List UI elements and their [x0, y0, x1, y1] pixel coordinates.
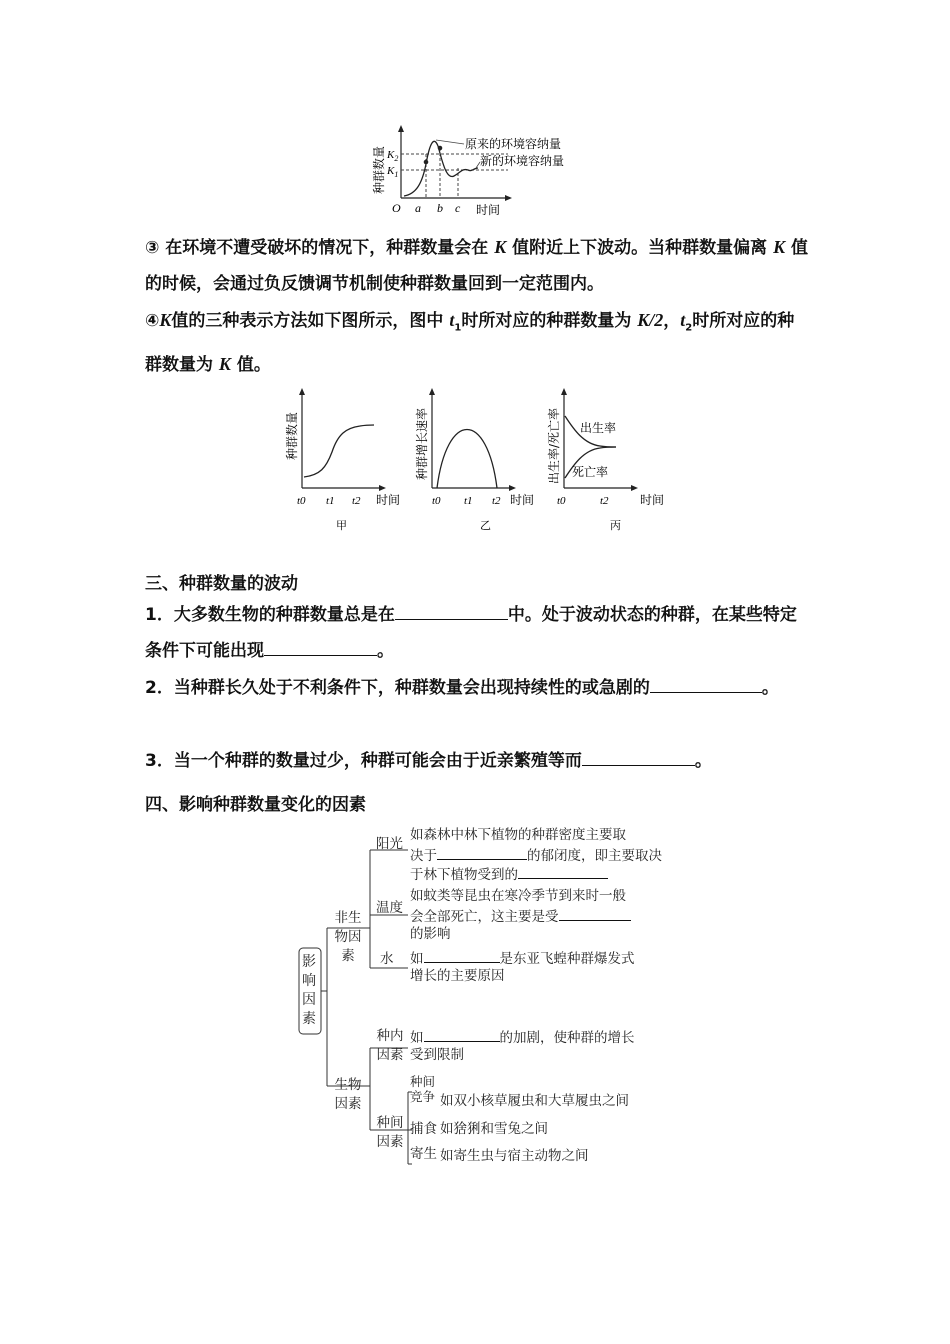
para3-text-a: ③ 在环境不遭受破坏的情况下，种群数量会在 — [145, 238, 495, 258]
sun-text-2 — [410, 845, 662, 866]
para4-k3: K — [218, 354, 231, 375]
abiotic-label: 非生物因素 — [334, 910, 362, 964]
q1-text-b: 中。处于波动状态的种群，在某些特定条件下可能出现 — [145, 605, 797, 661]
q2-text-a: 2．当种群长久处于不利条件下，种群数量会出现持续性的或急剧的 — [145, 678, 650, 698]
para4-text-e: 值。 — [230, 355, 271, 376]
yi-y-label: 种群增长速率 — [415, 407, 429, 480]
q3-text-b: 。 — [694, 751, 712, 771]
para4-sub1: 1 — [454, 322, 462, 334]
figure-carrying-capacity — [368, 124, 598, 220]
bing-x-arrow — [631, 485, 638, 491]
sun-text-2a: 决于 — [410, 848, 437, 864]
temp-text-2a: 会全部死亡，这主要是受 — [410, 909, 559, 925]
y-axis-label: 种群数量 — [372, 145, 386, 194]
graph-jia — [284, 388, 400, 532]
temp-text-1: 如蚊类等昆虫在寒冷季节到来时一般 — [410, 888, 626, 904]
yi-bell-curve — [437, 430, 497, 489]
bing-y-label: 出生率/死亡率 — [547, 407, 561, 484]
q2-text-b: 。 — [761, 678, 779, 698]
q1-text-a: 1．大多数生物的种群数量总是在 — [145, 605, 395, 625]
para4-k: K — [159, 310, 172, 330]
bing-tick-t2: t2 — [600, 495, 609, 507]
question-1 — [145, 597, 810, 669]
para4-text-b: 时所对应的种群数量为 — [461, 311, 638, 331]
para4-t1: t — [449, 310, 455, 330]
q1-blank-2[interactable] — [264, 637, 377, 656]
pred-label: 捕食 — [410, 1121, 437, 1137]
yi-y-arrow — [429, 388, 435, 395]
para4-text-c: ， — [663, 311, 681, 331]
sun-text-3 — [410, 864, 608, 885]
temp-text-2 — [410, 906, 631, 927]
sun-label: 阳光 — [376, 836, 403, 852]
jia-x-arrow — [379, 485, 386, 491]
jia-x-label: 时间 — [376, 493, 401, 507]
bing-y-arrow — [561, 388, 567, 395]
water-text-1b: 是东亚飞蝗种群爆发式 — [499, 951, 635, 967]
para4-text-a: 值的三种表示方法如下图所示，图中 — [171, 311, 450, 331]
sun-blank-1[interactable] — [437, 845, 527, 860]
bing-tick-t0: t0 — [557, 495, 566, 507]
bing-x-label: 时间 — [640, 493, 665, 507]
legend-old: 原来的环境容纳量 — [465, 137, 562, 151]
k2-label: $K_2$ — [387, 149, 399, 163]
para3-text-b: 值附近上下波动。当种群数量偏离 — [506, 238, 774, 258]
jia-s-curve — [304, 425, 374, 477]
question-2 — [145, 670, 810, 706]
sun-text-2b: 的郁闭度，即主要取决 — [527, 848, 662, 864]
origin-label: O — [392, 201, 401, 215]
jia-y-arrow — [299, 388, 305, 395]
comp-label: 种间竞争 — [410, 1074, 436, 1104]
q2-blank[interactable] — [650, 674, 746, 693]
q1-blank-1[interactable] — [395, 601, 508, 620]
tick-b: b — [437, 201, 443, 215]
graph-yi — [414, 388, 534, 532]
bing-birth-label: 出生率 — [580, 421, 617, 435]
para4-t2: t — [680, 310, 686, 330]
sun-text-1: 如森林中林下植物的种群密度主要取 — [410, 827, 626, 843]
point-a — [424, 160, 429, 165]
jia-caption: 甲 — [336, 519, 347, 532]
temp-blank[interactable] — [559, 906, 631, 921]
para-label: 寄生 — [410, 1146, 437, 1162]
root-label: 影响因素 — [302, 954, 316, 1027]
tick-a: a — [415, 201, 421, 215]
water-text-1a: 如 — [410, 951, 424, 967]
legend-new: 新的环境容纳量 — [480, 154, 565, 168]
q3-text-a: 3．当一个种群的数量过少，种群可能会由于近亲繁殖等而 — [145, 751, 582, 771]
water-text-1 — [410, 948, 635, 969]
bing-caption: 丙 — [610, 519, 621, 532]
para-text: 如寄生虫与宿主动物之间 — [440, 1148, 589, 1164]
intra-text-1a: 如 — [410, 1030, 424, 1046]
paragraph-3 — [145, 229, 810, 302]
k1-label: $K_1$ — [387, 165, 399, 179]
y-axis-arrow — [398, 125, 404, 132]
para3-k2: K — [773, 237, 786, 257]
q1-text-c: 。 — [377, 641, 394, 661]
comp-text: 如双小核草履虫和大草履虫之间 — [440, 1093, 629, 1109]
para3-text-c: 值的时候，会通过负反馈调节机制使种群数量回到一定范围内。 — [145, 238, 809, 294]
figure-k-representations — [282, 380, 674, 536]
water-blank[interactable] — [424, 948, 500, 963]
para3-k: K — [494, 237, 507, 257]
sun-text-3a: 于林下植物受到的 — [410, 867, 518, 883]
temp-label: 温度 — [376, 900, 403, 916]
yi-x-arrow — [509, 485, 516, 491]
yi-tick-t0: t0 — [432, 495, 441, 507]
x-axis-label: 时间 — [476, 203, 501, 217]
yi-tick-t1: t1 — [464, 495, 473, 507]
temp-text-3: 的影响 — [410, 926, 451, 942]
jia-tick-t0: t0 — [297, 495, 306, 507]
legend-old-leader — [436, 140, 464, 144]
water-text-2: 增长的主要原因 — [410, 968, 505, 984]
intra-label: 种内因素 — [376, 1028, 404, 1063]
yi-caption: 乙 — [480, 519, 491, 532]
biotic-label: 生物因素 — [334, 1077, 362, 1112]
graph-bing — [546, 388, 664, 532]
x-axis-arrow — [505, 195, 512, 201]
sun-blank-2[interactable] — [518, 864, 608, 879]
question-3 — [145, 743, 810, 779]
para4-sub2: 2 — [685, 322, 693, 334]
jia-y-label: 种群数量 — [285, 411, 299, 460]
yi-x-label: 时间 — [510, 493, 535, 507]
para4-khalf: K/2 — [637, 310, 664, 330]
pred-text: 如猞猁和雪兔之间 — [440, 1121, 548, 1137]
para4-num: ④ — [145, 311, 160, 331]
jia-tick-t1: t1 — [326, 495, 335, 507]
section4-title: 四、影响种群数量变化的因素 — [145, 795, 366, 815]
yi-tick-t2: t2 — [492, 495, 501, 507]
water-label: 水 — [380, 951, 394, 967]
para4-text-d: 时所对应的种群数量为 — [145, 311, 795, 376]
q2-blank-cont[interactable] — [746, 674, 762, 693]
intra-text-2: 受到限制 — [410, 1047, 464, 1063]
intra-blank[interactable] — [424, 1027, 500, 1042]
q3-blank[interactable] — [582, 747, 695, 766]
point-k2 — [438, 146, 443, 151]
intra-text-1b: 的加剧，使种群的增长 — [499, 1030, 635, 1046]
bing-death-label: 死亡率 — [572, 465, 609, 479]
section3-title: 三、种群数量的波动 — [145, 574, 298, 594]
intra-text-1 — [410, 1027, 635, 1048]
inter-label: 种间因素 — [376, 1115, 404, 1150]
paragraph-4 — [145, 302, 810, 383]
tick-c: c — [455, 201, 461, 215]
jia-tick-t2: t2 — [352, 495, 361, 507]
